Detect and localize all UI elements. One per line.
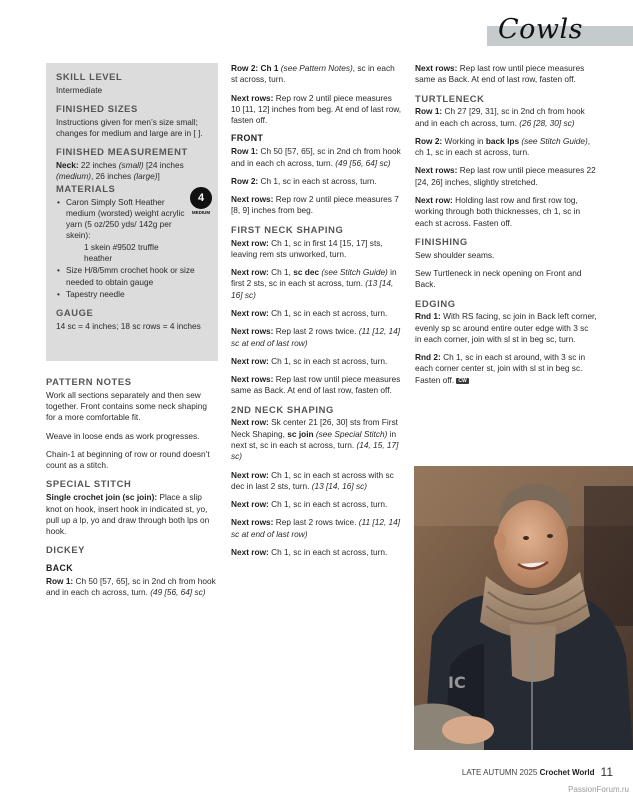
instruction-row: Next rows: Rep row 2 until piece measures 7 [8, 9] inches from beg. [231, 194, 399, 216]
back-heading: BACK [46, 563, 74, 574]
instruction-row: Next row: Ch 1, sc in each st across, turn. [231, 499, 388, 510]
special-stitch-heading: SPECIAL STITCH [46, 478, 132, 490]
turtleneck-heading: TURTLENECK [415, 92, 485, 104]
neck-measurement: Neck: 22 inches (small) [24 inches (medium), 26 inches (large)] [56, 160, 184, 182]
finishing-step: Sew Turtleneck in neck opening on Front and Back. [415, 267, 582, 290]
instruction-row: Row 2: Working in back lps (see Stitch Guide), ch 1, sc in each st across, turn. [415, 135, 591, 158]
model-photo-illustration [414, 466, 633, 750]
gauge-heading: GAUGE [56, 307, 94, 319]
instruction-row: Next rows: Rep last row until piece measures same as Back. At end of last row, fasten off. [231, 374, 401, 396]
materials-heading: MATERIALS [56, 182, 116, 194]
material-item: • Caron Simply Soft Heather medium (worsted) weight acrylic yarn (5 oz/250 yds/ 142g per skein): 1 skein #9502 truffle heather [56, 197, 212, 265]
finishing-step: Sew shoulder seams. [415, 249, 495, 260]
instruction-row: Rnd 1: With RS facing, sc join in Back left corner, evenly sp sc around entire outer edge with 3 sc in each corner, join with sl st in beg sc, turn. [415, 311, 597, 344]
watermark: PassionForum.ru [568, 785, 629, 794]
instruction-row: Next rows: Rep row 2 until piece measures 10 [11, 12] inches from beg. At end of last row, fasten off. [231, 92, 402, 126]
instruction-row: Row 1: Ch 50 [57, 65], sc in 2nd ch from hook and in each ch across, turn. (49 [56, 64] sc) [46, 576, 216, 598]
model-photo [414, 466, 633, 750]
issue-label: LATE AUTUMN 2025 [461, 768, 538, 777]
instructions-column-3 [415, 63, 597, 393]
instruction-row: Next rows: Rep last 2 rows twice. (11 [12, 14] sc at end of last row) [231, 517, 401, 539]
pattern-notes-column [46, 376, 218, 606]
instruction-row: Row 2: Ch 1, sc in each st across, turn. [231, 175, 377, 186]
finishing-heading: FINISHING [415, 235, 468, 247]
pattern-info-box [46, 63, 218, 361]
instruction-row: Next rows: Rep last 2 rows twice. (11 [12, 14] sc at end of last row) [231, 326, 401, 348]
instruction-row: Next row: Ch 1, sc dec (see Stitch Guide) in first 2 sts, sc in each st across, turn. (13 [14, 16] sc) [231, 267, 397, 300]
instruction-row: Next row: Sk center 21 [26, 30] sts from First Neck Shaping, sc join (see Special Stitch) in next st, sc in each st across, turn. (14, 15, 17] sc) [231, 417, 399, 462]
finished-measurement-heading: FINISHED MEASUREMENT [56, 146, 188, 158]
finished-sizes-text: Instructions given for men’s size small; changes for medium and large are in [ ]. [56, 116, 203, 139]
pattern-note: Work all sections separately and then sew together. Front contains some neck shaping for a more comfortable fit. [46, 389, 207, 423]
instruction-row: Row 2: Ch 1 (see Pattern Notes), sc in each st across, turn. [231, 63, 395, 85]
instruction-row: Next rows: Rep last row until piece measures 22 [24, 26] inches, slightly stretched. [415, 165, 596, 187]
svg-text:IC: IC [448, 673, 466, 692]
instruction-row: Next row: Ch 1, sc in each st across, turn. [231, 355, 388, 366]
page-number: 11 [600, 765, 613, 779]
materials-list [56, 197, 212, 301]
pattern-note: Chain-1 at beginning of row or round doesn’t count as a stitch. [46, 448, 210, 471]
skill-level-value: Intermediate [56, 84, 103, 95]
front-heading: FRONT [231, 133, 264, 144]
instruction-row: Row 1: Ch 27 [29, 31], sc in 2nd ch from hook and in each ch across, turn. (26 [28, 30] sc) [415, 106, 585, 128]
special-stitch-text: Single crochet join (sc join): Place a slip knot on hook, insert hook in indicated st, yo, pull up a lp, yo and draw through both lps on hook. [46, 492, 210, 537]
instruction-row: Next row: Holding last row and first row tog, working through both thicknesses, ch 1, sc in each st across. Fasten off. [415, 195, 581, 228]
material-item: • Size H/8/5mm crochet hook or size needed to obtain gauge [56, 265, 212, 288]
instruction-row: Row 1: Ch 50 [57, 65], sc in 2nd ch from hook and in each ch across, turn. (49 [56, 64] sc) [231, 146, 401, 168]
pattern-notes-heading: PATTERN NOTES [46, 376, 132, 387]
pattern-note: Weave in loose ends as work progresses. [46, 430, 200, 441]
dickey-heading: DICKEY [46, 544, 86, 556]
yarn-weight-number: 4 [190, 187, 212, 209]
instruction-row: Next row: Ch 1, sc in first 14 [15, 17] sts, leaving rem sts unworked, turn. [231, 237, 383, 259]
page-footer [462, 764, 613, 780]
second-neck-shaping-heading: 2ND NECK SHAPING [231, 403, 334, 415]
magazine-name: Crochet World [539, 768, 595, 777]
instructions-column-2 [231, 63, 403, 565]
instruction-row: Next row: Ch 1, sc in each st across, turn. [231, 307, 388, 318]
first-neck-shaping-heading: FIRST NECK SHAPING [231, 223, 344, 235]
instruction-row: Rnd 2: Ch 1, sc in each st around, with 3 sc in each corner center st, join with sl st in beg sc. Fasten off. CW [415, 352, 586, 385]
gauge-text: 14 sc = 4 inches; 18 sc rows = 4 inches [56, 320, 201, 331]
instruction-row: Next row: Ch 1, sc in each st across with sc dec in last 2 sts, turn. (13 [14, 16] sc) [231, 469, 394, 491]
material-item: • Tapestry needle [56, 289, 212, 300]
edging-heading: EDGING [415, 297, 456, 309]
section-title: Cowls [498, 14, 584, 45]
finished-sizes-heading: FINISHED SIZES [56, 103, 138, 115]
end-mark-icon: CW [458, 377, 467, 384]
yarn-weight-label: MEDIUM [191, 209, 211, 215]
instruction-row: Next row: Ch 1, sc in each st across, turn. [231, 546, 388, 557]
skill-level-heading: SKILL LEVEL [56, 71, 123, 82]
instruction-row: Next rows: Rep last row until piece measures same as Back. At end of last row, fasten off. [415, 63, 585, 85]
